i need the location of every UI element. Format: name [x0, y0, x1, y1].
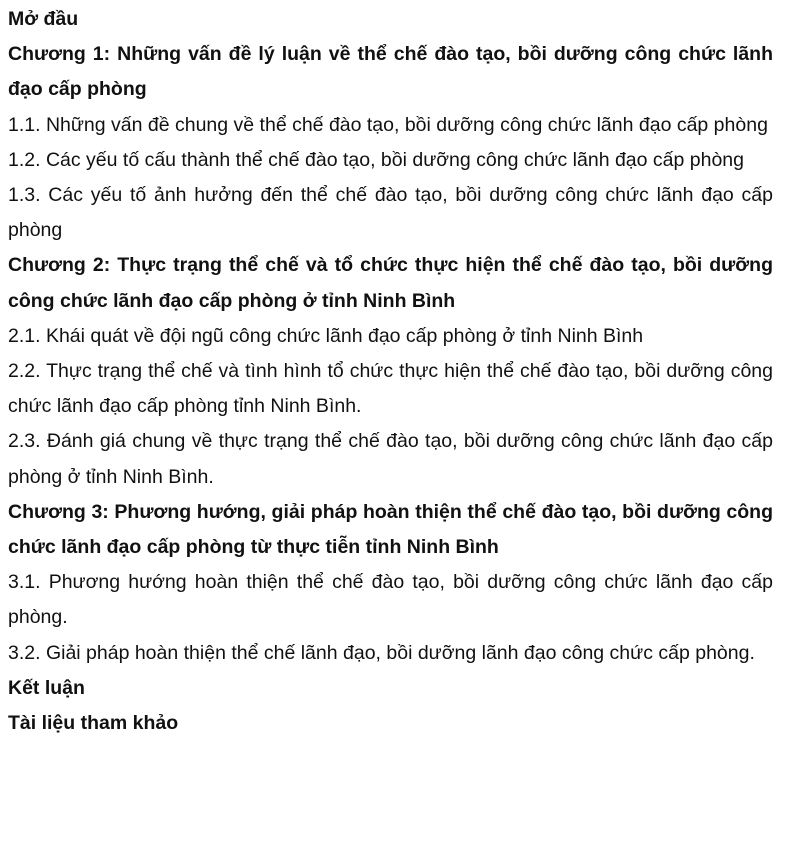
- section-1-3: 1.3. Các yếu tố ảnh hưởng đến thể chế đào tạo, bồi dưỡng công chức lãnh đạo cấp phòng: [8, 184, 773, 242]
- toc-conclusion: Kết luận: [8, 676, 85, 699]
- chapter-1-title: Chương 1: Những vấn đề lý luận về thể chế đào tạo, bồi dưỡng công chức lãnh đạo cấp phòng: [8, 43, 773, 101]
- section-2-2: 2.2. Thực trạng thể chế và tình hình tổ chức thực hiện thể chế đào tạo, bồi dưỡng công chức lãnh đạo cấp phòng tỉnh Ninh Bình.: [8, 360, 773, 418]
- section-3-1: 3.1. Phương hướng hoàn thiện thể chế đào tạo, bồi dưỡng công chức lãnh đạo cấp phòng.: [8, 571, 773, 629]
- section-1-1: 1.1. Những vấn đề chung về thể chế đào tạo, bồi dưỡng công chức lãnh đạo cấp phòng: [8, 113, 768, 136]
- section-1-2: 1.2. Các yếu tố cấu thành thể chế đào tạo, bồi dưỡng công chức lãnh đạo cấp phòng: [8, 148, 745, 171]
- section-2-1: 2.1. Khái quát về đội ngũ công chức lãnh đạo cấp phòng ở tỉnh Ninh Bình: [8, 324, 644, 347]
- section-2-3: 2.3. Đánh giá chung về thực trạng thể chế đào tạo, bồi dưỡng công chức lãnh đạo cấp phòng ở tỉnh Ninh Bình.: [8, 430, 773, 488]
- section-3-2: 3.2. Giải pháp hoàn thiện thể chế lãnh đạo, bồi dưỡng lãnh đạo công chức cấp phòng.: [8, 641, 755, 664]
- chapter-3-title: Chương 3: Phương hướng, giải pháp hoàn thiện thể chế đào tạo, bồi dưỡng công chức lãnh đạo cấp phòng từ thực tiễn tỉnh Ninh Bình: [8, 500, 773, 559]
- chapter-2-title: Chương 2: Thực trạng thể chế và tổ chức thực hiện thể chế đào tạo, bồi dưỡng công chức lãnh đạo cấp phòng ở tỉnh Ninh Bình: [8, 254, 773, 312]
- toc-references: Tài liệu tham khảo: [8, 712, 179, 735]
- toc-intro: Mở đầu: [8, 8, 79, 30]
